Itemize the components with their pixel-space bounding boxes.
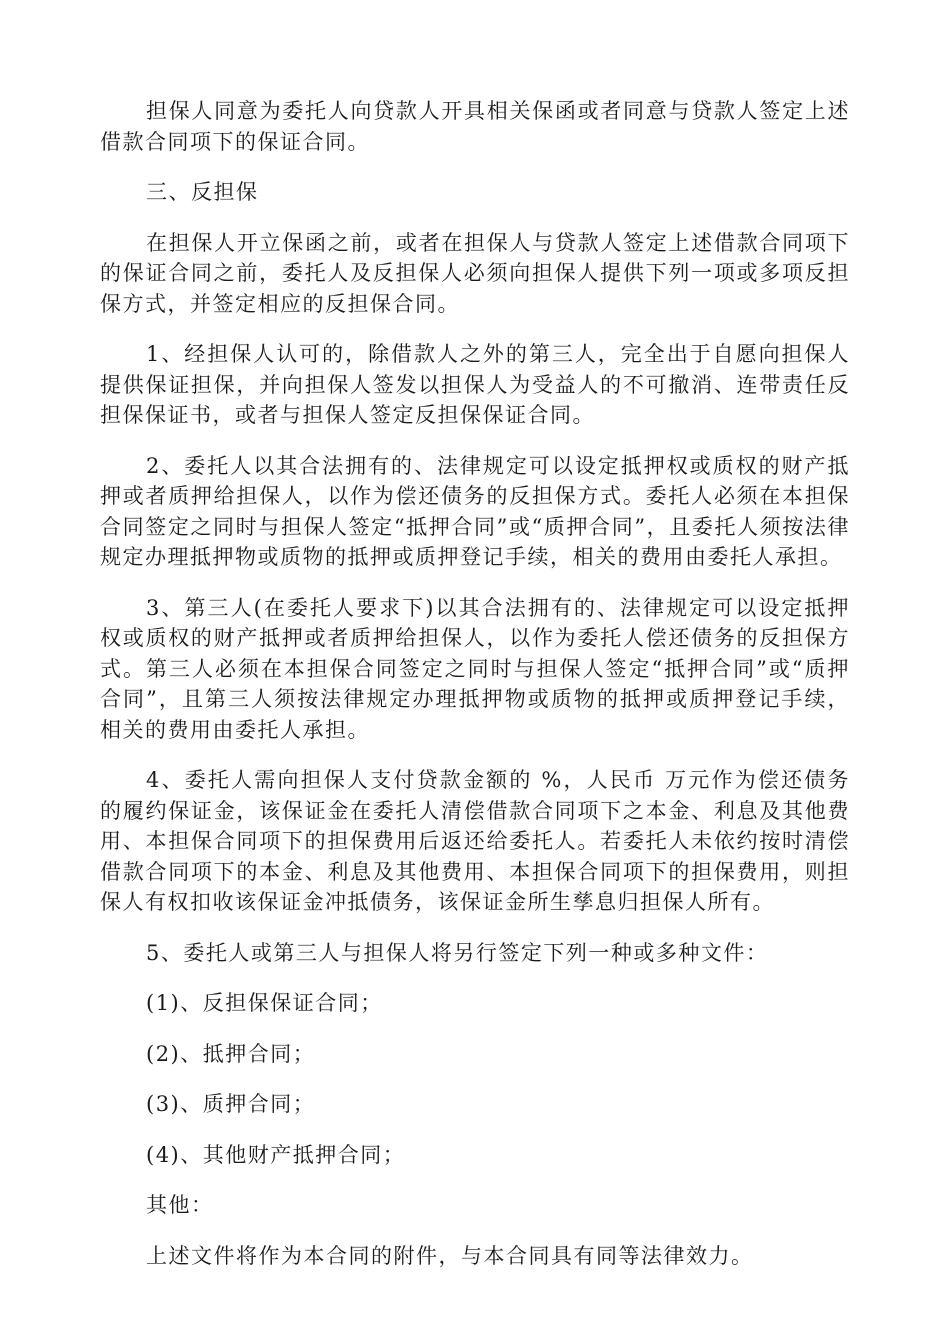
list-item-sub-3: (3)、质押合同； <box>146 1092 316 1116</box>
paragraph-guarantor-consent: 担保人同意为委托人向贷款人开具相关保函或者同意与贷款人签定上述借款合同项下的保证合同。 <box>100 99 850 154</box>
paragraph-attachments-effect: 上述文件将作为本合同的附件，与本合同具有同等法律效力。 <box>146 1243 754 1268</box>
paragraph-item-4: 4、委托人需向担保人支付贷款金额的 %，人民币 万元作为偿还债务的履约保证金，该保证金在委托人清偿借款合同项下之本金、利息及其他费用、本担保合同项下的担保费用后返还给委托人。若委托人未依约按时清偿借款合同项下的本金、利息及其他费用、本担保合同项下的担保费用，则担保人有权扣收该保证金冲抵债务，该保证金所生孳息归担保人所有。 <box>100 768 850 914</box>
paragraph-item-1: 1、经担保人认可的，除借款人之外的第三人，完全出于自愿向担保人提供保证担保，并向担保人签发以担保人为受益人的不可撤消、连带责任反担保保证书，或者与担保人签定反担保保证合同。 <box>100 342 850 427</box>
paragraph-item-5: 5、委托人或第三人与担保人将另行签定下列一种或多种文件： <box>146 940 769 965</box>
paragraph-counter-guarantee-intro: 在担保人开立保函之前，或者在担保人与贷款人签定上述借款合同项下的保证合同之前，委托人及反担保人必须向担保人提供下列一项或多项反担保方式，并签定相应的反担保合同。 <box>100 230 850 316</box>
paragraph-item-3: 3、第三人(在委托人要求下)以其合法拥有的、法律规定可以设定抵押权或质权的财产抵押或者质押给担保人，以作为委托人偿还债务的反担保方式。第三人必须在本担保合同签定之同时与担保人签定“抵押合同”或“质押合同”，且第三人须按法律规定办理抵押物或质物的抵押或质押登记手续，相关的费用由委托人承担。 <box>100 595 850 742</box>
section-heading-counter-guarantee: 三、反担保 <box>146 180 259 204</box>
list-item-sub-4: (4)、其他财产抵押合同； <box>146 1142 406 1167</box>
document-body <box>100 96 850 1291</box>
paragraph-other: 其他： <box>146 1193 214 1217</box>
list-item-sub-2: (2)、抵押合同； <box>146 1041 316 1066</box>
paragraph-item-2: 2、委托人以其合法拥有的、法律规定可以设定抵押权或质权的财产抵押或者质押给担保人，以作为偿还债务的反担保方式。委托人必须在本担保合同签定之同时与担保人签定“抵押合同”或“质押合同”，且委托人须按法律规定办理抵押物或质物的抵押或质押登记手续，相关的费用由委托人承担。 <box>100 453 850 569</box>
list-item-sub-1: (1)、反担保保证合同； <box>146 991 383 1015</box>
